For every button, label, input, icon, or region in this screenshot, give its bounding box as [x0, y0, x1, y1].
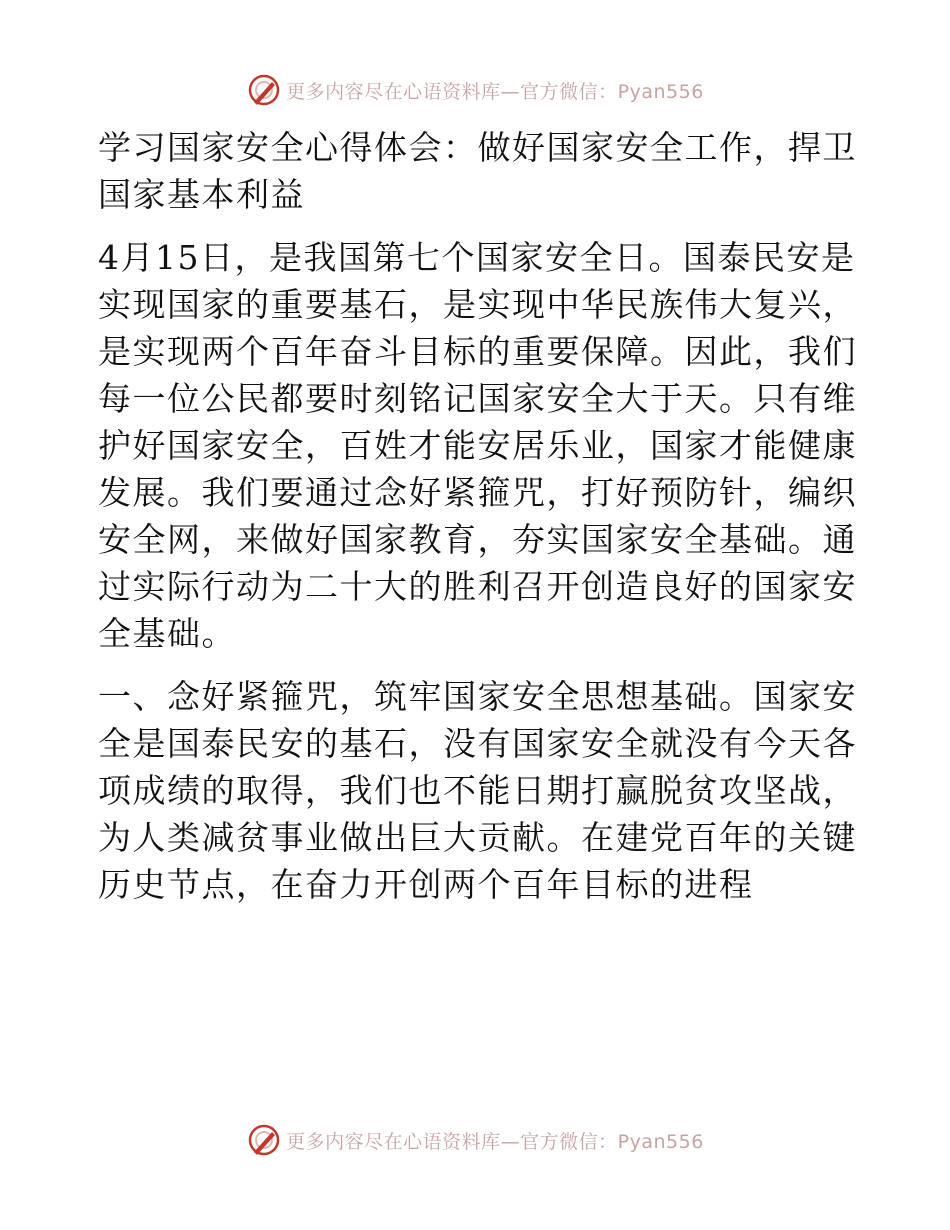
banner-text: 更多内容尽在心语资料库—官方微信：Pyan556: [286, 80, 704, 103]
paragraph: 4月15日，是我国第七个国家安全日。国泰民安是实现国家的重要基石，是实现中华民族伟大复兴，是实现两个百年奋斗目标的重要保障。因此，我们每一位公民都要时刻铭记国家安全大于天。只有维护好国家安全，百姓才能安居乐业，国家才能健康发展。我们要通过念好紧箍咒，打好预防针，编织安全网，来做好国家教育，夯实国家安全基础。通过实际行动为二十大的胜利召开创造良好的国家安全基础。: [98, 238, 857, 653]
footer-watermark-banner: [0, 1118, 950, 1162]
paragraph: 一、念好紧箍咒，筑牢国家安全思想基础。国家安全是国泰民安的基石，没有国家安全就没有今天各项成绩的取得，我们也不能日期打赢脱贫攻坚战，为人类减贫事业做出巨大贡献。在建党百年的关键历史节点，在奋力开创两个百年目标的进程: [98, 677, 857, 904]
document-title: 学习国家安全心得体会：做好国家安全工作，捍卫国家基本利益: [98, 128, 857, 214]
document-body: [98, 124, 858, 908]
header-watermark-banner: [0, 68, 950, 112]
red-circle-pen-logo: [246, 72, 282, 108]
red-circle-pen-logo: [246, 1122, 282, 1158]
banner-text: 更多内容尽在心语资料库—官方微信：Pyan556: [286, 1130, 704, 1153]
